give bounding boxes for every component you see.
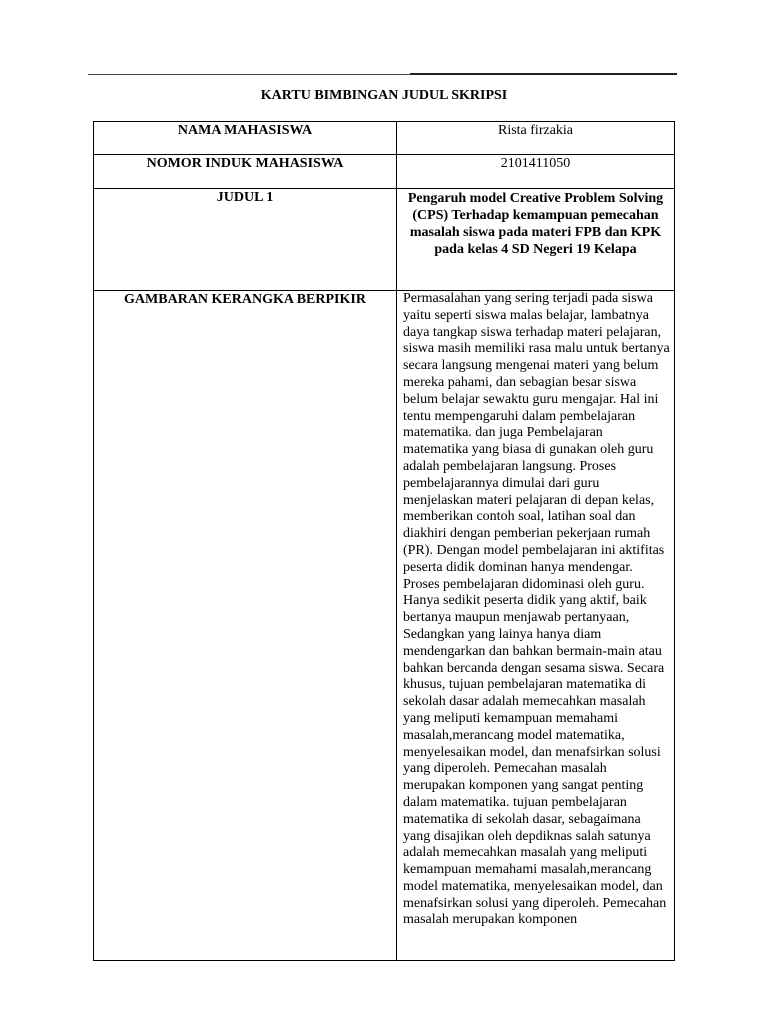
document-title: KARTU BIMBINGAN JUDUL SKRIPSI <box>260 88 508 103</box>
table-row-nama <box>94 122 675 155</box>
value-nomor-induk: 2101411050 <box>397 155 675 189</box>
guidance-card-table <box>93 121 675 961</box>
label-judul: JUDUL 1 <box>94 189 397 291</box>
label-nama-mahasiswa: NAMA MAHASISWA <box>94 122 397 155</box>
table-row-nim <box>94 155 675 189</box>
label-kerangka-berpikir: GAMBARAN KERANGKA BERPIKIR <box>94 291 397 961</box>
header-rule-accent <box>410 73 677 75</box>
table-row-kerangka <box>94 291 675 961</box>
kerangka-berpikir-paragraph: Permasalahan yang sering terjadi pada siswa yaitu seperti siswa malas belajar, lambatnya daya tangkap siswa terhadap materi pelajaran, siswa masih memiliki rasa malu untuk bertanya secara langsung mengenai materi yang belum mereka pahami, dan sebagian besar siswa belum belajar sewaktu guru mengajar. Hal ini tentu mempengaruhi dalam pembelajaran matematika. dan juga Pembelajaran matematika yang biasa di gunakan oleh guru adalah pembelajaran langsung. Proses pembelajarannya dimulai dari guru menjelaskan materi pelajaran di depan kelas, memberikan contoh soal, latihan soal dan diakhiri dengan pemberian pekerjaan rumah (PR). Dengan model pembelajaran ini aktifitas peserta didik dominan hanya mendengar. Proses pembelajaran didominasi oleh guru. Hanya sedikit peserta didik yang aktif, baik bertanya maupun menjawab pertanyaan, Sedangkan yang lainya hanya diam mendengarkan dan bahkan bermain-main atau bahkan bercanda dengan sesama siswa. Secara khusus, tujuan pembelajaran matematika di sekolah dasar adalah memecahkan masalah yang meliputi kemampuan memahami masalah,merancang model matematika, menyelesaikan model, dan menafsirkan solusi yang diperoleh. Pemecahan masalah merupakan komponen yang sangat penting dalam matematika. tujuan pembelajaran matematika di sekolah dasar, sebagaimana yang disajikan oleh depdiknas salah satunya adalah memecahkan masalah yang meliputi kemampuan memahami masalah,merancang model matematika, menyelesaikan model, dan menafsirkan solusi yang diperoleh. Pemecahan masalah merupakan komponen <box>403 291 670 928</box>
value-judul: Pengaruh model Creative Problem Solving (CPS) Terhadap kemampuan pemecahan masalah siswa pada materi FPB dan KPK pada kelas 4 SD Negeri 19 Kelapa <box>397 189 675 291</box>
label-nomor-induk: NOMOR INDUK MAHASISWA <box>94 155 397 189</box>
table-row-judul <box>94 189 675 291</box>
value-nama-mahasiswa: Rista firzakia <box>397 122 675 155</box>
value-kerangka-berpikir-cell <box>397 291 675 961</box>
